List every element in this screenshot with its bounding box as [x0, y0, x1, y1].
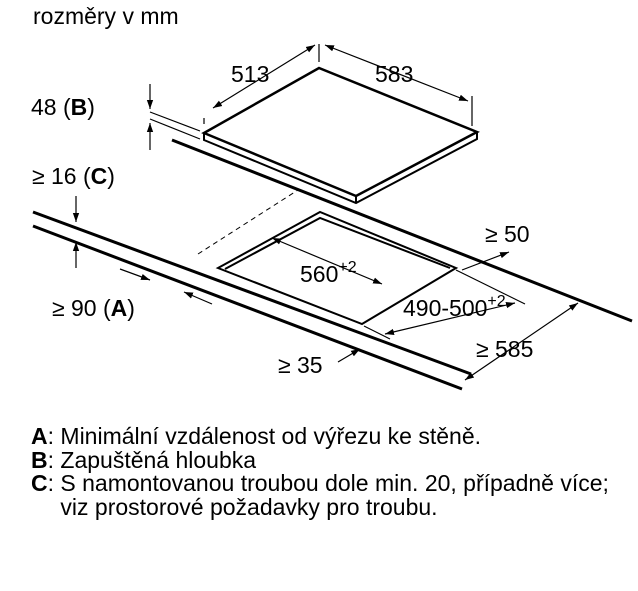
units-label: rozměry v mm: [33, 3, 179, 29]
dim-min-back: ≥ 35: [278, 352, 323, 378]
dim-min-wall: ≥ 90: [52, 295, 97, 321]
dim-line-90-left: [120, 269, 150, 280]
dim-cutout-width: 560: [300, 261, 339, 287]
dim-cutout-width-label: [300, 259, 357, 287]
legend-key-b: B: [31, 446, 48, 473]
dim-line-35: [338, 349, 360, 362]
legend-item-b: B : Zapuštěná hloubka: [31, 449, 631, 473]
dim-line-50: [462, 252, 509, 270]
legend-key-c: C: [31, 470, 48, 496]
legend-text-b: Zapuštěná hloubka: [60, 446, 257, 473]
dim-cutout-depth-tol: +2: [487, 293, 506, 310]
dim-cutout-depth: 490-500: [403, 295, 488, 321]
dim-label-c: C: [90, 163, 108, 189]
dim-cutout-width-tol: +2: [338, 259, 357, 276]
dim-min-worktop: ≥ 585: [476, 336, 534, 362]
dim-min-front: ≥ 16: [32, 163, 77, 189]
dim-recess-depth: 48: [31, 94, 57, 120]
legend-item-c: C : S namontovanou troubou dole min. 20, případně více; viz prostorové požadavky pro troubu.: [31, 472, 631, 519]
dim-min-front-label: ≥ 16 (C): [32, 163, 115, 189]
legend-item-a: A : Minimální vzdálenost od výřezu ke stěně.: [31, 425, 631, 449]
dim-label-a: A: [110, 295, 128, 321]
hob-projection-line: [198, 190, 298, 254]
legend-text-a: Minimální vzdálenost od výřezu ke stěně.: [60, 423, 481, 449]
legend: [31, 425, 631, 519]
legend-text-c: S namontovanou troubou dole min. 20, případně více; viz prostorové požadavky pro troubu.: [60, 470, 609, 520]
dim-min-wall-label: ≥ 90 (A): [52, 295, 135, 321]
dim-cutout-depth-label: [403, 293, 506, 321]
worktop-edge-front: [33, 212, 471, 374]
dim-recess-depth-label: 48 (B): [31, 94, 95, 120]
legend-key-a: A: [31, 423, 48, 449]
dim-hob-depth: 513: [231, 61, 270, 87]
dim-hob-width: 583: [375, 61, 414, 87]
dim-label-b: B: [70, 94, 88, 120]
dim-min-side: ≥ 50: [485, 221, 530, 247]
